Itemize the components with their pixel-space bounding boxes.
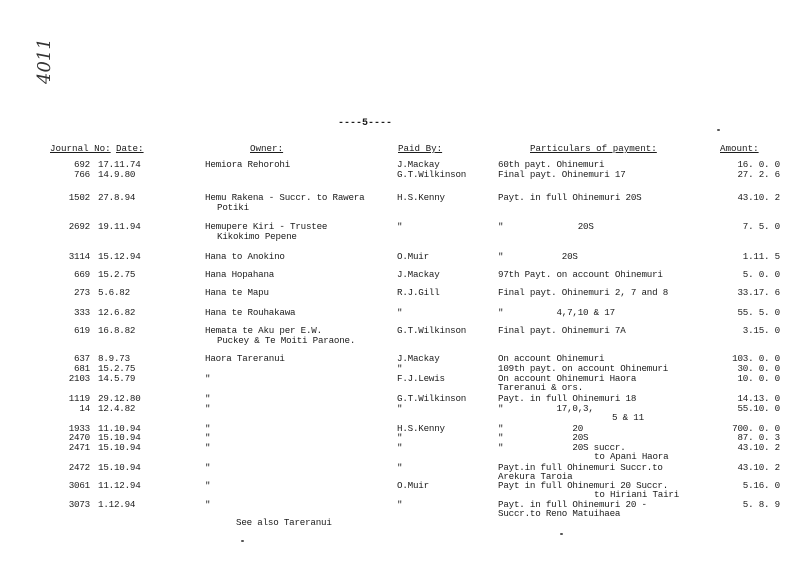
owner-name: Hemata te Aku per E.W. <box>205 325 322 336</box>
paid-by: G.T.Wilkinson <box>397 325 467 336</box>
payment-particulars: Payt.in full Ohinemuri Succr.to <box>498 462 663 473</box>
journal-number: 1933 <box>68 423 90 434</box>
journal-number: 3114 <box>68 251 90 262</box>
paid-by: G.T.Wilkinson <box>397 169 467 180</box>
amount: 43.10. 2 <box>737 462 780 473</box>
journal-number: 2471 <box>68 442 90 453</box>
journal-number: 14 <box>79 403 90 414</box>
entry-date: 14.9.80 <box>98 169 136 180</box>
entry-date: 15.2.75 <box>98 363 136 374</box>
payment-particulars: On account Ohinemuri Haora <box>498 373 637 384</box>
entry-date: 15.12.94 <box>98 251 141 262</box>
journal-number: 2692 <box>68 221 90 232</box>
journal-number: 669 <box>74 269 90 280</box>
payment-particulars: On account Ohinemuri <box>498 353 605 364</box>
header-date: Date: <box>116 143 144 154</box>
amount: 30. 0. 0 <box>737 363 780 374</box>
payment-particulars: " 20S succr. <box>498 442 626 453</box>
paid-by: " <box>397 307 403 318</box>
entry-date: 11.12.94 <box>98 480 141 491</box>
entry-date: 8.9.73 <box>98 353 130 364</box>
payment-particulars: Payt in full Ohinemuri 20 Succr. <box>498 480 669 491</box>
payment-particulars: " 4,7,10 & 17 <box>498 307 615 318</box>
payment-particulars: Final payt. Ohinemuri 2, 7 and 8 <box>498 287 669 298</box>
entry-date: 27.8.94 <box>98 192 136 203</box>
margin-note: 4011 <box>34 38 55 84</box>
payment-particulars: 97th Payt. on account Ohinemuri <box>498 269 663 280</box>
payment-particulars: 109th payt. on account Ohinemuri <box>498 363 669 374</box>
paid-by: " <box>397 432 403 443</box>
payment-particulars-continued: Succr.to Reno Matuihaea <box>498 508 621 519</box>
amount: 7. 5. 0 <box>742 221 780 232</box>
payment-particulars: " 20S <box>498 221 594 232</box>
paid-by: " <box>397 363 403 374</box>
amount: 3.15. 0 <box>742 325 780 336</box>
payment-particulars-continued: to Apani Haora <box>594 451 669 462</box>
journal-number: 2470 <box>68 432 90 443</box>
page-number: ----5---- <box>338 118 393 129</box>
paid-by: O.Muir <box>397 480 429 491</box>
paid-by: O.Muir <box>397 251 429 262</box>
entry-date: 12.4.82 <box>98 403 136 414</box>
entry-date: 14.5.79 <box>98 373 136 384</box>
entry-date: 12.6.82 <box>98 307 136 318</box>
header-amount: Amount: <box>720 143 759 154</box>
journal-number: 1119 <box>68 393 90 404</box>
paid-by: " <box>397 403 403 414</box>
owner-name: " <box>205 442 211 453</box>
payment-particulars-continued: Arekura Taroia <box>498 471 573 482</box>
paid-by: H.S.Kenny <box>397 423 445 434</box>
amount: 87. 0. 3 <box>737 432 780 443</box>
header-journal: Journal No: <box>50 143 111 154</box>
owner-name-continued: Kikokimo Pepene <box>217 231 297 242</box>
journal-number: 3061 <box>68 480 90 491</box>
entry-date: 11.10.94 <box>98 423 141 434</box>
amount: 33.17. 6 <box>737 287 780 298</box>
entry-date: 5.6.82 <box>98 287 130 298</box>
payment-particulars: Final payt. Ohinemuri 7A <box>498 325 626 336</box>
journal-number: 692 <box>74 159 90 170</box>
header-paid-by: Paid By: <box>398 143 443 154</box>
payment-particulars: Final payt. Ohinemuri 17 <box>498 169 626 180</box>
paid-by: J.Mackay <box>397 269 440 280</box>
header-particulars: Particulars of payment: <box>530 143 657 154</box>
paid-by: R.J.Gill <box>397 287 440 298</box>
payment-particulars: Payt. in full Ohinemuri 20 - <box>498 499 647 510</box>
owner-name: " <box>205 462 211 473</box>
owner-name: Haora Tareranui <box>205 353 285 364</box>
entry-date: 15.10.94 <box>98 442 141 453</box>
amount: 14.13. 0 <box>737 393 780 404</box>
amount: 43.10. 2 <box>737 192 780 203</box>
entry-date: 16.8.82 <box>98 325 136 336</box>
owner-name: Hemupere Kiri - Trustee <box>205 221 328 232</box>
payment-particulars-continued: Tareranui & ors. <box>498 382 584 393</box>
journal-number: 333 <box>74 307 90 318</box>
journal-number: 1502 <box>68 192 90 203</box>
paid-by: F.J.Lewis <box>397 373 445 384</box>
owner-name: Hana te Mapu <box>205 287 269 298</box>
payment-particulars-continued: to Hiriani Tairi <box>594 489 680 500</box>
amount: 5.16. 0 <box>742 480 780 491</box>
journal-number: 3073 <box>68 499 90 510</box>
owner-name: " <box>205 373 211 384</box>
scan-speck <box>560 533 563 535</box>
owner-name: " <box>205 480 211 491</box>
journal-number: 766 <box>74 169 90 180</box>
entry-date: 17.11.74 <box>98 159 141 170</box>
entry-date: 19.11.94 <box>98 221 141 232</box>
paid-by: J.Mackay <box>397 159 440 170</box>
header-owner: Owner: <box>250 143 284 154</box>
amount: 103. 0. 0 <box>732 353 780 364</box>
paid-by: " <box>397 462 403 473</box>
payment-particulars: 60th payt. Ohinemuri <box>498 159 605 170</box>
paid-by: G.T.Wilkinson <box>397 393 467 404</box>
scan-speck <box>241 540 244 542</box>
entry-date: 15.10.94 <box>98 432 141 443</box>
amount: 27. 2. 6 <box>737 169 780 180</box>
owner-name: " <box>205 403 211 414</box>
footer-note: See also Tareranui <box>236 517 332 528</box>
amount: 55.10. 0 <box>737 403 780 414</box>
amount: 5. 0. 0 <box>742 269 780 280</box>
owner-name-continued: Potiki <box>217 202 249 213</box>
entry-date: 1.12.94 <box>98 499 136 510</box>
amount: 55. 5. 0 <box>737 307 780 318</box>
payment-particulars: Payt. in full Ohinemuri 20S <box>498 192 642 203</box>
amount: 10. 0. 0 <box>737 373 780 384</box>
paid-by: " <box>397 442 403 453</box>
journal-number: 637 <box>74 353 90 364</box>
owner-name: " <box>205 423 211 434</box>
owner-name: Hana to Anokino <box>205 251 285 262</box>
entry-date: 15.10.94 <box>98 462 141 473</box>
paid-by: H.S.Kenny <box>397 192 445 203</box>
amount: 5. 8. 9 <box>742 499 780 510</box>
payment-particulars: " 17,0,3, <box>498 403 594 414</box>
amount: 1.11. 5 <box>742 251 780 262</box>
owner-name: " <box>205 393 211 404</box>
owner-name: " <box>205 432 211 443</box>
paid-by: J.Mackay <box>397 353 440 364</box>
amount: 700. 0. 0 <box>732 423 780 434</box>
journal-number: 2103 <box>68 373 90 384</box>
owner-name: Hemiora Rehorohi <box>205 159 291 170</box>
owner-name: " <box>205 499 211 510</box>
entry-date: 15.2.75 <box>98 269 136 280</box>
journal-number: 2472 <box>68 462 90 473</box>
payment-particulars: " 20S <box>498 251 578 262</box>
payment-particulars: " 20 <box>498 423 584 434</box>
entry-date: 29.12.80 <box>98 393 141 404</box>
payment-particulars-continued: 5 & 11 <box>612 412 644 423</box>
journal-number: 273 <box>74 287 90 298</box>
payment-particulars: Payt. in full Ohinemuri 18 <box>498 393 637 404</box>
amount: 43.10. 2 <box>737 442 780 453</box>
paid-by: " <box>397 499 403 510</box>
journal-number: 619 <box>74 325 90 336</box>
paid-by: " <box>397 221 403 232</box>
scan-speck <box>717 129 720 131</box>
amount: 16. 0. 0 <box>737 159 780 170</box>
payment-particulars: " 20S <box>498 432 589 443</box>
owner-name: Hemu Rakena - Succr. to Rawera <box>205 192 365 203</box>
owner-name: Hana Hopahana <box>205 269 275 280</box>
owner-name-continued: Puckey & Te Moiti Paraone. <box>217 335 356 346</box>
journal-number: 681 <box>74 363 90 374</box>
owner-name: Hana te Rouhakawa <box>205 307 296 318</box>
